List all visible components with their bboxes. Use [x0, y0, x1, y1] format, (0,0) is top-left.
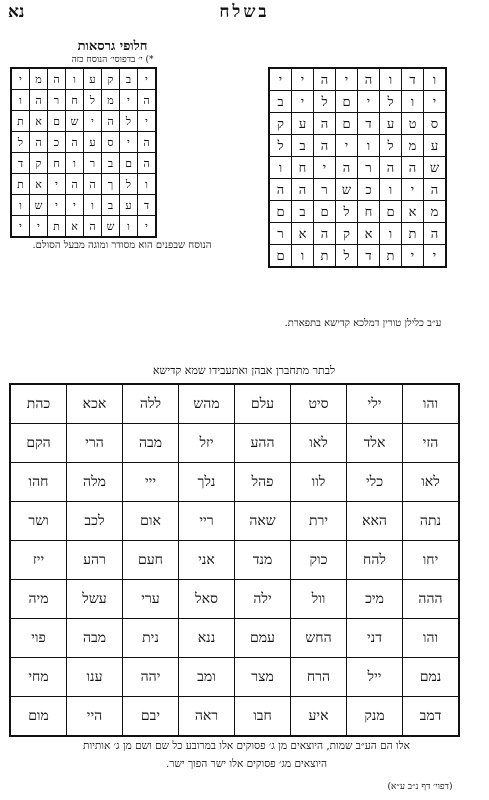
- letter-cell: ד: [138, 195, 157, 216]
- page-number: נא: [8, 2, 25, 22]
- letter-cell: ד: [358, 245, 380, 268]
- source-reference: (דפוי׳ דף נ״ב ע״א): [387, 782, 453, 792]
- name-cell: נמם: [403, 658, 460, 697]
- letter-cell: י: [84, 111, 102, 132]
- name-cell: חהו: [10, 463, 67, 502]
- name-cell: והו: [403, 619, 460, 658]
- letter-cell: ה: [269, 179, 292, 201]
- names-grid-caption-line-2: היוצאים מג׳ פסוקים אלו ישר הפוך ישר.: [165, 758, 328, 770]
- name-cell: עשל: [67, 580, 123, 619]
- letter-cell: ה: [336, 157, 358, 179]
- name-cell: ננא: [179, 619, 235, 658]
- name-cell: ייז: [10, 541, 67, 580]
- letter-cell: י: [314, 157, 336, 179]
- letter-cell: י: [402, 245, 424, 268]
- letter-cell: ו: [84, 195, 102, 216]
- grid-row: [11, 90, 156, 111]
- letter-cell: ה: [380, 157, 402, 179]
- name-cell: נלך: [179, 463, 235, 502]
- letter-cell: ד: [402, 68, 424, 91]
- letter-cell: ו: [138, 174, 157, 195]
- name-cell: לכב: [67, 502, 123, 541]
- name-cell: ייי: [123, 463, 179, 502]
- letter-cell: כ: [48, 132, 66, 153]
- letter-cell: כ: [358, 179, 380, 201]
- name-cell: דני: [347, 619, 403, 658]
- name-cell: פוי: [10, 619, 67, 658]
- letter-cell: ם: [48, 111, 66, 132]
- name-cell: דמב: [403, 697, 460, 737]
- name-cell: נתה: [403, 502, 460, 541]
- grid-row: [269, 135, 446, 157]
- grid-row: [11, 195, 156, 216]
- name-cell: סאל: [179, 580, 235, 619]
- letter-cell: ש: [102, 216, 120, 238]
- letter-cell: ת: [48, 216, 66, 238]
- letter-cell: א: [358, 223, 380, 245]
- small-letter-grid-left: [10, 67, 157, 238]
- grid-row: [11, 153, 156, 174]
- name-cell: הרח: [291, 658, 347, 697]
- page-header: [0, 0, 489, 26]
- letter-cell: י: [424, 245, 447, 268]
- letter-cell: ו: [269, 157, 292, 179]
- letter-cell: א: [30, 174, 48, 195]
- name-cell: ההע: [235, 424, 291, 463]
- name-cell: ללה: [123, 384, 179, 424]
- letter-cell: ת: [402, 223, 424, 245]
- name-cell: ילי: [347, 384, 403, 424]
- grid-row: [269, 245, 446, 268]
- letter-cell: ה: [66, 174, 84, 195]
- letter-cell: ל: [380, 91, 402, 113]
- name-cell: כלי: [347, 463, 403, 502]
- grid-row: [11, 68, 156, 90]
- names-grid-heading: לבתר מתחברן אבהן ואתעבידו שמא קדישא: [152, 364, 336, 377]
- name-cell: אני: [179, 541, 235, 580]
- letter-cell: ק: [30, 153, 48, 174]
- grid-row: [10, 502, 459, 541]
- grid-row: [269, 91, 446, 113]
- letter-cell: ד: [358, 113, 380, 135]
- letter-cell: ו: [358, 135, 380, 157]
- grid-row: [10, 580, 459, 619]
- name-cell: פהל: [235, 463, 291, 502]
- name-cell: חעם: [123, 541, 179, 580]
- grid-row: [10, 697, 459, 737]
- name-cell: יחו: [403, 541, 460, 580]
- name-cell: הרי: [67, 424, 123, 463]
- name-cell: החש: [291, 619, 347, 658]
- letter-cell: ו: [292, 245, 314, 268]
- letter-cell: ה: [48, 68, 66, 90]
- letter-cell: י: [11, 68, 30, 90]
- name-cell: חבו: [235, 697, 291, 737]
- letter-cell: ה: [102, 111, 120, 132]
- letter-cell: ת: [11, 111, 30, 132]
- letter-cell: ל: [336, 245, 358, 268]
- grid-row: [269, 157, 446, 179]
- name-cell: מבה: [67, 619, 123, 658]
- letter-cell: ל: [84, 90, 102, 111]
- letter-cell: ד: [11, 153, 30, 174]
- grid-row: [11, 111, 156, 132]
- name-cell: הקם: [10, 424, 67, 463]
- letter-cell: ח: [358, 201, 380, 223]
- grid-row: [10, 384, 459, 424]
- name-cell: הזי: [403, 424, 460, 463]
- letter-cell: י: [402, 179, 424, 201]
- name-cell: מנד: [235, 541, 291, 580]
- name-cell: מחי: [10, 658, 67, 697]
- letter-cell: ב: [102, 153, 120, 174]
- letter-cell: ה: [314, 223, 336, 245]
- letter-cell: מ: [102, 90, 120, 111]
- letter-cell: ה: [84, 174, 102, 195]
- grid-row: [10, 541, 459, 580]
- letter-cell: י: [336, 68, 358, 91]
- letter-cell: ו: [66, 68, 84, 90]
- name-cell: להח: [347, 541, 403, 580]
- name-cell: כוק: [291, 541, 347, 580]
- letter-cell: ו: [380, 179, 402, 201]
- grid-row: [269, 68, 446, 91]
- letter-cell: י: [292, 91, 314, 113]
- letter-cell: ל: [11, 132, 30, 153]
- small-letter-grid-right: [268, 67, 447, 268]
- letter-cell: ר: [84, 153, 102, 174]
- name-cell: אכא: [67, 384, 123, 424]
- name-cell: ושר: [10, 502, 67, 541]
- letter-cell: י: [120, 132, 138, 153]
- letter-cell: י: [66, 195, 84, 216]
- letter-cell: י: [48, 195, 66, 216]
- letter-cell: ת: [314, 245, 336, 268]
- name-cell: אום: [123, 502, 179, 541]
- letter-cell: ה: [66, 132, 84, 153]
- letter-cell: א: [292, 223, 314, 245]
- letter-cell: ל: [120, 111, 138, 132]
- name-cell: שאה: [235, 502, 291, 541]
- letter-cell: ת: [11, 174, 30, 195]
- grid-row: [269, 113, 446, 135]
- grid-row: [269, 179, 446, 201]
- letter-cell: ם: [120, 153, 138, 174]
- grid-row: [269, 201, 446, 223]
- letter-cell: ו: [380, 223, 402, 245]
- letter-cell: י: [424, 91, 447, 113]
- names-grid-caption-line-1: אלו הם הע״ב שמות, היוצאים מן ג׳ פסוקים אלו במרובע כל שם ושם מן ג׳ אותיות: [83, 740, 410, 752]
- letter-cell: ש: [66, 111, 84, 132]
- letter-cell: ם: [380, 201, 402, 223]
- name-cell: ירת: [291, 502, 347, 541]
- letter-cell: י: [138, 68, 157, 90]
- letter-cell: ו: [120, 216, 138, 238]
- name-cell: מצר: [235, 658, 291, 697]
- letter-cell: ע: [380, 113, 402, 135]
- name-cell: יזל: [179, 424, 235, 463]
- letter-cell: ה: [402, 157, 424, 179]
- letter-cell: ס: [424, 113, 447, 135]
- letter-cell: י: [120, 90, 138, 111]
- letter-cell: ב: [269, 91, 292, 113]
- letter-cell: ה: [424, 223, 447, 245]
- letter-cell: י: [11, 216, 30, 238]
- letter-cell: א: [402, 201, 424, 223]
- left-grid-caption: הנוסח שבפנים הוא מסודר ומוגה מבעל הסולם.: [32, 240, 212, 251]
- name-cell: מיכ: [347, 580, 403, 619]
- letter-cell: ר: [48, 90, 66, 111]
- name-cell: יהה: [123, 658, 179, 697]
- name-cell: וול: [291, 580, 347, 619]
- letter-cell: א: [30, 111, 48, 132]
- letter-cell: ם: [314, 201, 336, 223]
- letter-cell: ם: [269, 201, 292, 223]
- grid-row: [11, 132, 156, 153]
- letter-cell: י: [269, 68, 292, 91]
- letter-cell: ו: [11, 195, 30, 216]
- letter-cell: ח: [48, 153, 66, 174]
- letter-cell: מ: [30, 68, 48, 90]
- name-cell: יבם: [123, 697, 179, 737]
- letter-cell: ה: [30, 90, 48, 111]
- letter-cell: ו: [402, 91, 424, 113]
- name-cell: לאו: [291, 424, 347, 463]
- letter-cell: ר: [358, 157, 380, 179]
- name-cell: ריי: [179, 502, 235, 541]
- letter-cell: ה: [314, 135, 336, 157]
- letter-cell: י: [138, 216, 157, 238]
- letter-cell: ל: [120, 174, 138, 195]
- letter-cell: ש: [30, 195, 48, 216]
- name-cell: מבה: [123, 424, 179, 463]
- name-cell: עמם: [235, 619, 291, 658]
- letter-cell: י: [336, 135, 358, 157]
- letter-cell: ך: [102, 174, 120, 195]
- letter-cell: ו: [424, 68, 447, 91]
- letter-cell: ע: [424, 135, 447, 157]
- name-cell: ייל: [347, 658, 403, 697]
- letter-cell: ה: [292, 179, 314, 201]
- letter-cell: ל: [336, 201, 358, 223]
- name-cell: כהת: [10, 384, 67, 424]
- grid-row: [11, 174, 156, 195]
- letter-cell: ה: [84, 216, 102, 238]
- name-cell: סיט: [291, 384, 347, 424]
- right-grid-caption: ע״ב כלילן טורין דמלכא קדישא בתפארת.: [284, 318, 442, 329]
- letter-cell: ה: [30, 132, 48, 153]
- letter-cell: ח: [292, 157, 314, 179]
- letter-cell: ת: [380, 245, 402, 268]
- letter-cell: ב: [120, 68, 138, 90]
- letter-cell: ב: [292, 201, 314, 223]
- letter-cell: ם: [336, 91, 358, 113]
- letter-cell: ה: [358, 68, 380, 91]
- name-cell: אלד: [347, 424, 403, 463]
- name-cell: מיה: [10, 580, 67, 619]
- letter-cell: ם: [336, 113, 358, 135]
- name-cell: לאו: [403, 463, 460, 502]
- page-title: בשלח: [219, 2, 270, 22]
- letter-cell: ה: [138, 153, 157, 174]
- name-cell: ערי: [123, 580, 179, 619]
- letter-cell: ש: [336, 179, 358, 201]
- name-cell: מהש: [179, 384, 235, 424]
- letter-cell: ר: [314, 179, 336, 201]
- letter-cell: ע: [292, 113, 314, 135]
- letter-cell: ש: [424, 157, 447, 179]
- name-cell: ילה: [235, 580, 291, 619]
- letter-cell: י: [138, 111, 157, 132]
- name-cell: מלה: [67, 463, 123, 502]
- letter-cell: י: [48, 174, 66, 195]
- grid-row: [11, 216, 156, 238]
- name-cell: ענו: [67, 658, 123, 697]
- letter-cell: י: [30, 216, 48, 238]
- letter-cell: ב: [102, 195, 120, 216]
- letter-cell: ק: [102, 68, 120, 90]
- name-cell: עלם: [235, 384, 291, 424]
- grid-row: [10, 463, 459, 502]
- letter-cell: ב: [292, 135, 314, 157]
- name-cell: האא: [347, 502, 403, 541]
- letter-cell: מ: [424, 201, 447, 223]
- name-cell: רהע: [67, 541, 123, 580]
- letter-cell: ק: [269, 113, 292, 135]
- letter-cell: ה: [314, 68, 336, 91]
- letter-cell: ע: [120, 195, 138, 216]
- letter-cell: מ: [402, 135, 424, 157]
- variants-note: *) י׳ בדפוסי׳ הנוסח כזה: [71, 55, 154, 65]
- name-cell: והו: [403, 384, 460, 424]
- letter-cell: ח: [66, 90, 84, 111]
- letter-cell: י: [292, 68, 314, 91]
- letter-cell: ו: [66, 153, 84, 174]
- letter-cell: ל: [269, 135, 292, 157]
- letter-cell: ה: [424, 179, 447, 201]
- name-cell: ומב: [179, 658, 235, 697]
- letter-cell: ע: [84, 68, 102, 90]
- variants-heading: חלופי גרסאות: [77, 39, 148, 54]
- letter-cell: ל: [380, 135, 402, 157]
- name-cell: נית: [123, 619, 179, 658]
- letter-cell: ס: [102, 132, 120, 153]
- name-cell: היי: [67, 697, 123, 737]
- letter-cell: ו: [380, 68, 402, 91]
- letter-cell: י: [358, 91, 380, 113]
- letter-cell: ה: [314, 113, 336, 135]
- letter-cell: ה: [138, 132, 157, 153]
- grid-row: [10, 424, 459, 463]
- letter-cell: ע: [84, 132, 102, 153]
- letter-cell: ר: [269, 223, 292, 245]
- letter-cell: ל: [314, 91, 336, 113]
- name-cell: לוו: [291, 463, 347, 502]
- name-cell: ראה: [179, 697, 235, 737]
- grid-row: [10, 658, 459, 697]
- name-cell: מנק: [347, 697, 403, 737]
- divine-names-grid: [9, 383, 460, 737]
- name-cell: מום: [10, 697, 67, 737]
- grid-row: [10, 619, 459, 658]
- letter-cell: א: [66, 216, 84, 238]
- letter-cell: ה: [138, 90, 157, 111]
- letter-cell: ק: [336, 223, 358, 245]
- letter-cell: ם: [269, 245, 292, 268]
- letter-cell: ו: [11, 90, 30, 111]
- name-cell: איע: [291, 697, 347, 737]
- letter-cell: ט: [402, 113, 424, 135]
- grid-row: [269, 223, 446, 245]
- name-cell: ההה: [403, 580, 460, 619]
